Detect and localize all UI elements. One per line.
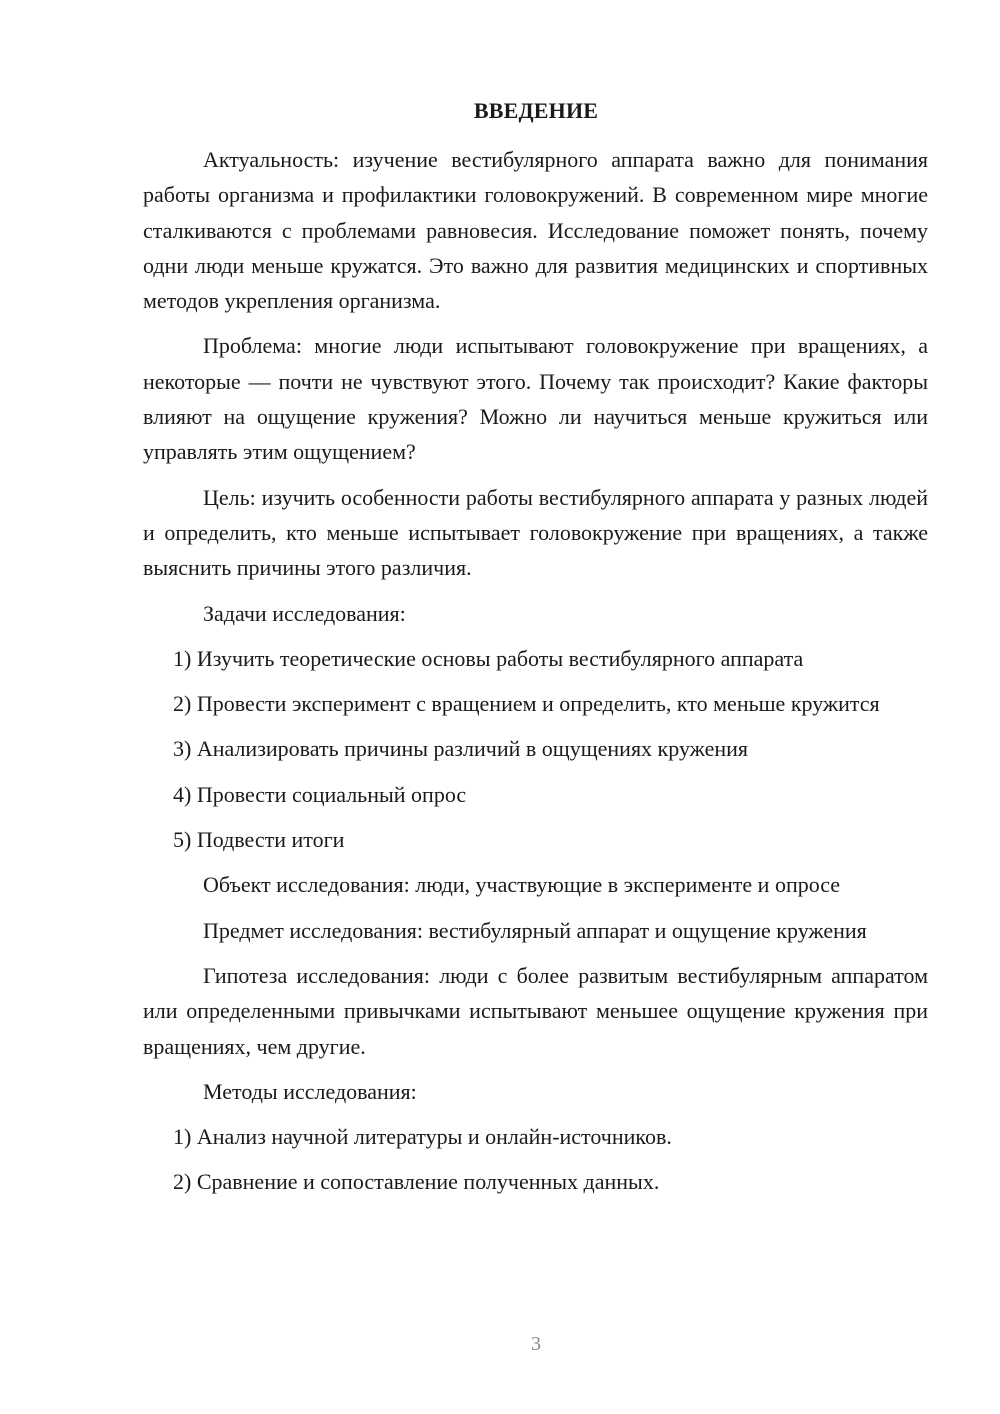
paragraph-relevance: Актуальность: изучение вестибулярного аппарата важно для понимания работы организма и профилактики головокружений. В современном мире многие сталкиваются с проблемами равновесия. Исследование поможет понять, почему одни люди меньше кружатся. Это важно для развития медицинских и спортивных методов укрепления организма. bbox=[143, 147, 928, 314]
tasks-heading: Задачи исследования: bbox=[203, 600, 406, 626]
task-item-1: 1) Изучить теоретические основы работы вестибулярного аппарата bbox=[173, 645, 804, 671]
task-item-4: 4) Провести социальный опрос bbox=[173, 781, 467, 807]
page-number: 3 bbox=[531, 1333, 541, 1355]
paragraph-problem: Проблема: многие люди испытывают головокружение при вращениях, а некоторые — почти не чувствуют этого. Почему так происходит? Какие факторы влияют на ощущение кружения? Можно ли научиться меньше кружиться или управлять этим ощущением? bbox=[143, 333, 928, 465]
section-title: ВВЕДЕНИЕ bbox=[473, 98, 599, 123]
paragraph-hypothesis: Гипотеза исследования: люди с более развитым вестибулярным аппаратом или определенными привычками испытывают меньшее ощущение кружения при вращениях, чем другие. bbox=[143, 962, 928, 1059]
methods-heading: Методы исследования: bbox=[203, 1078, 417, 1104]
page-body bbox=[143, 142, 928, 1200]
paragraph-goal: Цель: изучить особенности работы вестибулярного аппарата у разных людей и определить, кто меньше испытывает головокружение при вращениях, а также выяснить причины этого различия. bbox=[143, 484, 928, 581]
task-item-2: 2) Провести эксперимент с вращением и определить, кто меньше кружится bbox=[173, 691, 880, 717]
paragraph-object: Объект исследования: люди, участвующие в эксперименте и опросе bbox=[203, 872, 841, 898]
paragraph-subject: Предмет исследования: вестибулярный аппарат и ощущение кружения bbox=[203, 917, 867, 943]
method-item-2: 2) Сравнение и сопоставление полученных данных. bbox=[173, 1169, 660, 1195]
task-item-3: 3) Анализировать причины различий в ощущениях кружения bbox=[173, 736, 749, 762]
method-item-1: 1) Анализ научной литературы и онлайн-источников. bbox=[173, 1124, 672, 1150]
task-item-5: 5) Подвести итоги bbox=[173, 827, 345, 853]
